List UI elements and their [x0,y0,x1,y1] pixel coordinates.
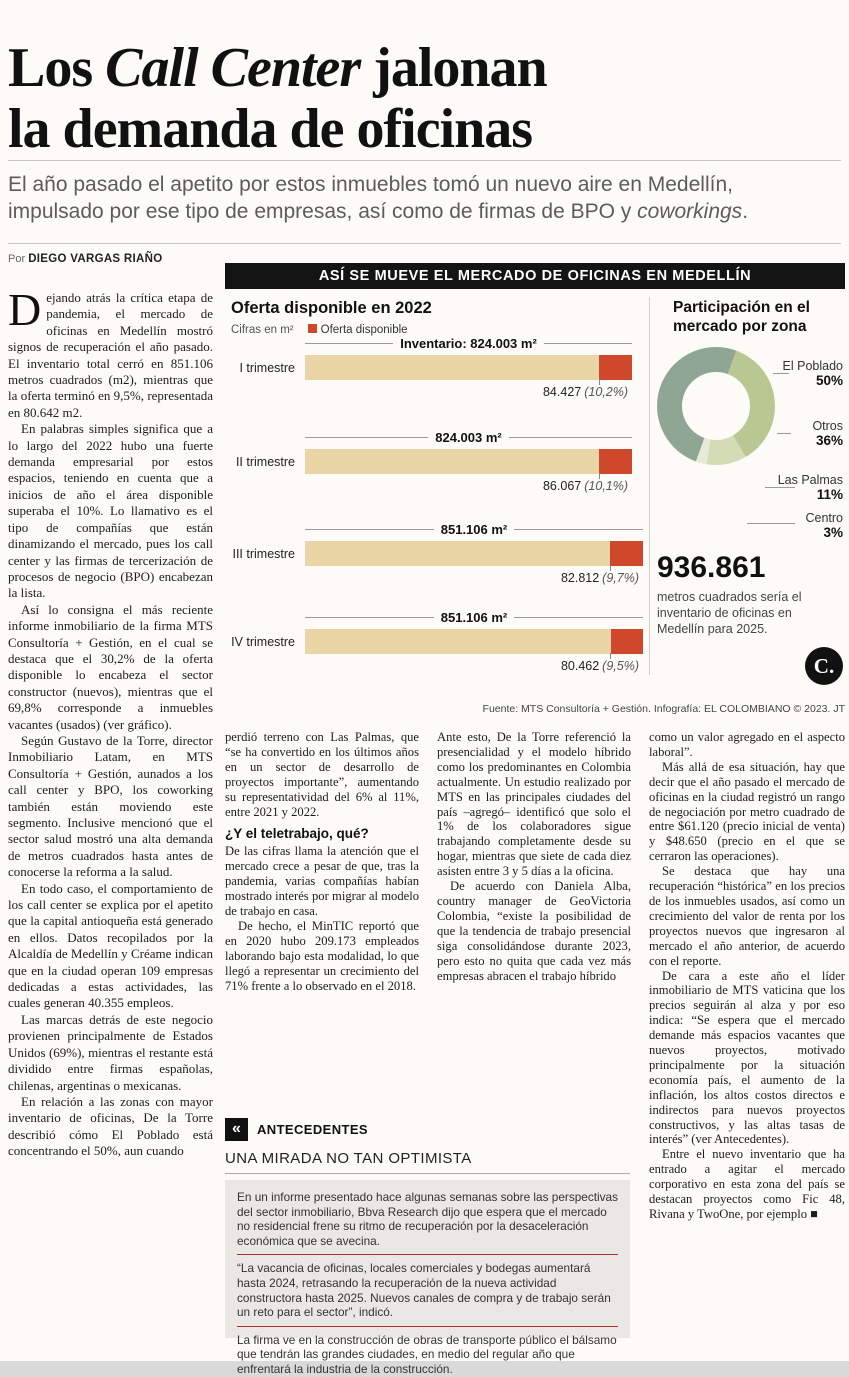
antecedentes-paragraph: En un informe presentado hace algunas semanas sobre las perspectivas del sector inmobiliario, Bbva Research dijo que espera que el mercado no residencial frene su ritmo de recuperación por la desaceleración económica que se avecina. [237,1190,619,1248]
byline: Por DIEGO VARGAS RIAÑO [8,253,163,265]
article-paragraph: Se destaca que hay una recuperación “histórica” en los precios de los inmuebles usados, así como un crecimiento del valor de renta por los proyectos nuevos que ingresaron al mercado el año anterior, de acuerdo con el reporte. [649,864,845,968]
subhead-teletrabajo: ¿Y el teletrabajo, qué? [225,826,369,842]
callout-line [777,433,791,434]
highlight-number: 936.861 [657,551,766,584]
bar-row [231,335,643,399]
zone-label: Las Palmas 11% [777,473,843,503]
oferta-value: 84.427 (10,2%) [542,385,628,399]
legend-swatch-icon [308,324,317,333]
quarter-label: I trimestre [239,361,295,375]
inventory-label: 824.003 m² [305,430,632,445]
oferta-value: 86.067 (10,1%) [542,479,628,493]
article-paragraph: Según Gustavo de la Torre, director Inmobiliario Latam, en MTS Consultoría + Gestión, aunados a los call center y BPO, los coworking también están moviendo este segmento. Inclusive mencionó que el sector salud mostró una alta demanda de metros cuadrados hasta antes de conocerse la reforma a la salud. [8,732,213,880]
divider [8,243,841,244]
page-title: Los Call Center jalonan la demanda de oficinas [8,36,547,161]
article-paragraph: Ante esto, De la Torre referenció la presencialidad y el modelo híbrido como los predominantes en Colombia actualmente. Un estudio realizado por MTS en las principales ciudades del país –agregó– identificó que solo el 1% de los colaboradores sigue trabajando completamente desde su hogar, mientras que siete de cada diez asisten entre 3 y 5 días a la oficina. [437,730,631,879]
antecedentes-paragraph: “La vacancia de oficinas, locales comerciales y bodegas aumentará hasta 2024, retrasando la recuperación de la nueva actividad constructora hasta 2025. Nuevos canales de compra y de trabajo serán un reto para el sector”, indicó. [237,1254,618,1319]
article-paragraph: De acuerdo con Daniela Alba, country manager de GeoVictoria Colombia, “existe la posibilidad de que la tendencia de trabajo presencial siga consolidándose durante 2023, pero esto no quita que cada vez más empresas abracen el trabajo híbrido [437,879,631,983]
panel-divider [649,297,650,675]
antecedentes-section [225,1118,630,1376]
donut-hole [682,372,750,440]
article-paragraph: como un valor agregado en el aspecto laboral”. [649,730,845,759]
zone-label: Centro 3% [805,511,843,541]
article-column-1 [8,284,213,1358]
quarter-label: IV trimestre [231,635,295,649]
infographic [225,263,845,718]
inventory-label: Inventario: 824.003 m² [305,336,632,351]
divider [8,160,841,161]
antecedentes-paragraph: La firma ve en la construcción de obras de transporte público el bálsamo que tendrán las grandes ciudades, en medio del regular año que enfrentará la industria de la construcción. [237,1326,618,1377]
article-paragraph: Más allá de esa situación, hay que decir que el año pasado el mercado de oficinas en la ciudad registró un rango de negociación por metro cuadrado de entre $61.120 (precio inicial de venta) y $48.650 (precio en el que se cerraron las operaciones). [649,759,845,864]
article-paragraph: Así lo consigna el más reciente informe inmobiliario de la firma MTS Consultoría + Gestión, en el cual se destaca que el 30,2% de la oferta disponible lo encabeza el sector constructor (nuevos), mientras que el 69,8% corresponde a inmuebles vacantes (usados) (ver gráfico). [8,601,213,732]
article-paragraph: De las cifras llama la atención que el mercado crece a pesar de que, tras la pandemia, varias compañías habían mostrado interés por migrar al modelo de trabajo en casa. [225,844,419,919]
infographic-title: ASÍ SE MUEVE EL MERCADO DE OFICINAS EN MEDELLÍN [225,263,845,289]
article-column-2 [225,730,419,1110]
antecedentes-header [225,1118,630,1141]
zone-label: El Poblado 50% [782,359,843,389]
quarter-label: II trimestre [235,455,295,469]
bar-row [231,609,643,673]
bar-oferta-segment [611,629,643,654]
units-note: Cifras en m² [231,324,294,336]
antecedentes-title: UNA MIRADA NO TAN OPTIMISTA [225,1150,630,1174]
quarter-label: III trimestre [232,547,295,561]
source-credit: Fuente: MTS Consultoría + Gestión. Infografía: EL COLOMBIANO © 2023. JT [482,703,845,715]
oferta-value: 80.462 (9,5%) [560,659,639,673]
article-paragraph: Las marcas detrás de este negocio provienen principalmente de Estados Unidos (69%), mientras el restante está dividido entre firmas españolas, chilenas, argentinas o mexicanas. [8,1011,213,1093]
article-paragraph: En palabras simples significa que a lo largo del 2022 hubo una fuerte demanda empresarial por estos espacios, teniendo en cuenta que a inicios de año el área disponible superaba el 10%. Lo llamativo es el tipo de compañías que están dinamizando el mercado, pues los call center y las firmas de tercerización de procesos de negocio (BPO) encabezan la lista. [8,421,213,601]
zone-donut [657,347,775,465]
quarter-bar [305,336,632,399]
oferta-value: 82.812 (9,7%) [560,571,639,585]
article-paragraph: Dejando atrás la crítica etapa de pandemia, el mercado de oficinas en Medellín mostró signos de recuperación el año pasado. El inventario total cerró en 851.106 metros cuadrados (m2), mientras que la oferta terminó en 9,5%, representada en 80.642 m2. [8,284,213,420]
article-paragraph: En todo caso, el comportamiento de los call center se explica por el apetito que la capital antioqueña está generado en ellos. Datos recopilados por la Alcaldía de Medellín y Créame indican que en la ciudad operan 109 empresas dedicadas a estas actividades, las cuales generan 40.355 empleos. [8,880,213,1011]
deck-text: El año pasado el apetito por estos inmuebles tomó un nuevo aire en Medellín, impulsado por ese tipo de empresas, así como de firmas de BPO y coworkings. [8,173,749,224]
zone-label: Otros 36% [812,419,843,449]
el-colombiano-logo-icon: C. [805,647,843,685]
bar-row [231,521,643,585]
bar-chart-title: Oferta disponible en 2022 [231,299,432,317]
double-chevron-icon: « [225,1118,248,1141]
quarter-bar [305,430,632,493]
quarter-bar [305,522,643,585]
antecedentes-kicker: ANTECEDENTES [257,1122,368,1137]
article-column-4 [649,730,845,1360]
bar-oferta-segment [610,541,643,566]
article-paragraph: perdió terreno con Las Palmas, que “se ha convertido en los últimos años en un sector de desarrollo de proyectos importante”, aumentando su representatividad del 6% al 11%, entre 2021 y 2022. [225,730,419,819]
inventory-label: 851.106 m² [305,522,643,537]
article-paragraph: De hecho, el MinTIC reportó que en 2020 hubo 209.173 empleados laborando bajo esta modalidad, lo que llegó a representar un crecimiento del 71% frente a lo observado en el 2018. [225,918,419,993]
article-paragraph: Entre el nuevo inventario que ha entrado a agitar el mercado corporativo en esta zona del país se destacan proyectos como Fic 48, Rivana y TwoOne, por ejemplo ■ [649,1147,845,1221]
article-column-3 [437,730,631,1110]
donut-chart-title: Participación en el mercado por zona [673,299,810,335]
highlight-caption: metros cuadrados sería el inventario de oficinas en Medellín para 2025. [657,590,802,636]
quarter-bar [305,610,643,673]
callout-line [747,523,795,524]
bar-oferta-segment [599,355,632,380]
legend-label: Oferta disponible [320,324,408,336]
article-paragraph: En relación a las zonas con mayor inventario de oficinas, De la Torre describió cómo El Poblado está concentrando el 50%, aun cuando [8,1093,213,1159]
dropcap: D [8,284,42,335]
article-paragraph: De cara a este año el líder inmobiliario de MTS vaticina que los precios seguirán al alza y por eso indica: “Se espera que el mercado demande más espacios vacantes que nuevos proyectos, motivado principalmente por la situación economía país, el aumento de la inflación, los altos costos directos e indirectos para nuevos proyectos constructivos, y las altas tasas de interés” (ver Antecedentes). [649,968,845,1147]
bar-row [231,429,643,493]
bar-oferta-segment [599,449,632,474]
inventory-label: 851.106 m² [305,610,643,625]
antecedentes-box [225,1180,630,1376]
